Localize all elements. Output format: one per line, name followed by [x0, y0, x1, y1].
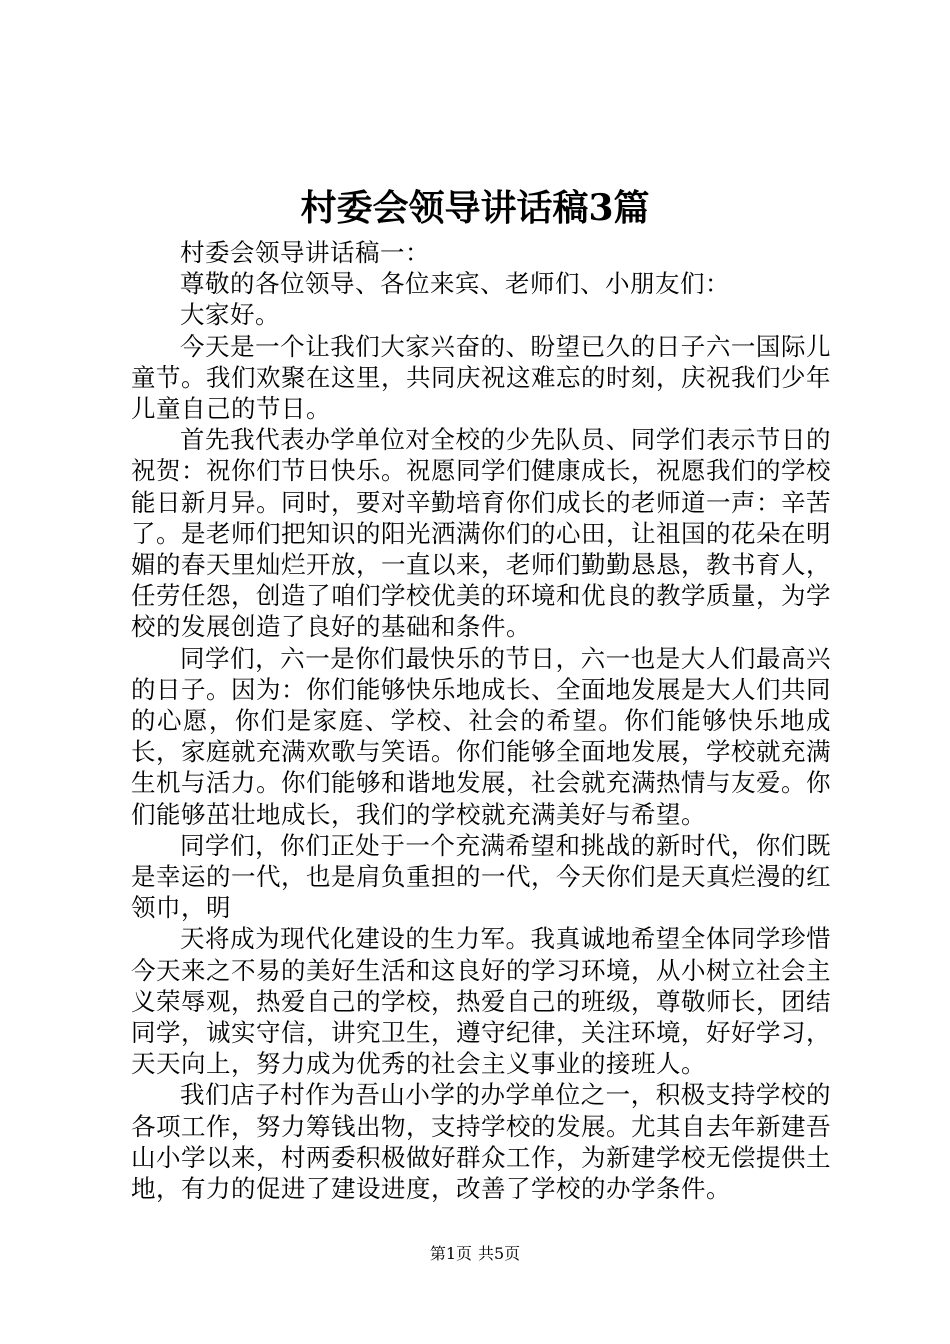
- page-footer: [0, 1243, 950, 1265]
- paragraph: 尊敬的各位领导、各位来宾、老师们、小朋友们：: [180, 269, 730, 299]
- paragraph: 村委会领导讲话稿一：: [180, 238, 430, 267]
- paragraph: 大家好。: [180, 300, 280, 330]
- paragraph: 同学们，六一是你们最快乐的节日，六一也是大人们最高兴的日子。因为：你们能够快乐地成长、全面地发展是大人们共同的心愿，你们是家庭、学校、社会的希望。你们能够快乐地成长，家庭就充满欢歌与笑语。你们能够全面地发展，学校就充满生机与活力。你们能够和谐地发展，社会就充满热情与友爱。你们能够茁壮地成长，我们的学校就充满美好与希望。: [131, 643, 831, 829]
- paragraph: 首先我代表办学单位对全校的少先队员、同学们表示节日的祝贺：祝你们节日快乐。祝愿同学们健康成长，祝愿我们的学校能日新月异。同时，要对辛勤培育你们成长的老师道一声：辛苦了。是老师们把知识的阳光洒满你们的心田，让祖国的花朵在明媚的春天里灿烂开放，一直以来，老师们勤勤恳恳，教书育人，任劳任怨，创造了咱们学校优美的环境和优良的教学质量，为学校的发展创造了良好的基础和条件。: [131, 425, 831, 642]
- paragraph: 天将成为现代化建设的生力军。我真诚地希望全体同学珍惜今天来之不易的美好生活和这良好的学习环境，从小树立社会主义荣辱观，热爱自己的学校，热爱自己的班级，尊敬师长，团结同学，诚实守信，讲究卫生，遵守纪律，关注环境，好好学习，天天向上，努力成为优秀的社会主义事业的接班人。: [131, 924, 831, 1079]
- paragraph: 今天是一个让我们大家兴奋的、盼望已久的日子六一国际儿童节。我们欢聚在这里，共同庆祝这难忘的时刻，庆祝我们少年儿童自己的节日。: [131, 331, 831, 424]
- paragraph: 同学们，你们正处于一个充满希望和挑战的新时代，你们既是幸运的一代，也是肩负重担的一代，今天你们是天真烂漫的红领巾，明: [131, 830, 831, 923]
- paragraph: 我们店子村作为吾山小学的办学单位之一，积极支持学校的各项工作，努力筹钱出物，支持学校的发展。尤其自去年新建吾山小学以来，村两委积极做好群众工作，为新建学校无偿提供土地，有力的促进了建设进度，改善了学校的办学条件。: [131, 1080, 831, 1204]
- document-title: 村委会领导讲话稿3篇: [300, 187, 650, 229]
- document-body: [131, 237, 831, 1204]
- page-number: 第1页: [429, 1244, 472, 1263]
- total-pages: 共5页: [478, 1244, 521, 1263]
